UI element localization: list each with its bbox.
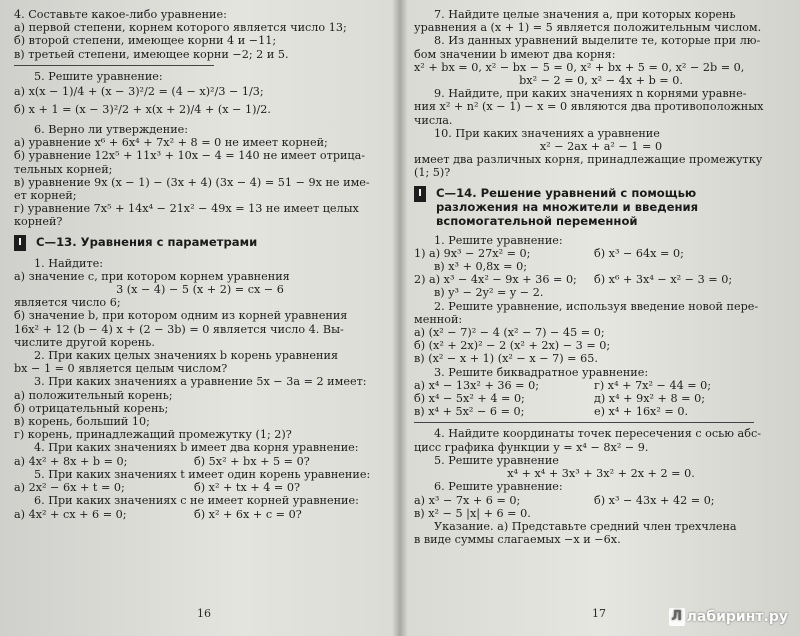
task-heading: 4. При каких значениях b имеет два корня уравнение: <box>34 441 359 455</box>
text-line: ния x² + n² (x − 1) − x = 0 являются два противоположных <box>414 100 764 114</box>
watermark-text: лабиринт.ру <box>686 609 788 625</box>
two-column-row <box>414 507 788 520</box>
text-line: 16x² + 12 (b − 4) x + (2 − 3b) = 0 является число 4. Вы- <box>14 322 344 336</box>
two-column-row <box>414 273 788 286</box>
equation: а) x(x − 1)/4 + (x − 3)²/2 = (4 − x)²/3 − 1/3; <box>14 85 264 99</box>
equation: в) x² − 5 |x| + 6 = 0. <box>414 506 531 520</box>
equation: а) (x² − 7)² − 4 (x² − 7) − 45 = 0; <box>414 326 605 340</box>
section-title-line: вспомогательной переменной <box>436 213 638 228</box>
task-heading: 4. Найдите координаты точек пересечения с осью абс- <box>434 427 762 441</box>
section-title: С—13. Уравнения с параметрами <box>36 234 258 249</box>
text-line: тельных корней; <box>14 162 113 176</box>
equation: в) x³ + 0,8x = 0; <box>434 260 527 274</box>
two-column-row <box>414 494 788 507</box>
hint-text: Указание. а) Представьте средний член трехчлена <box>434 519 737 533</box>
text-line: г) корень, принадлежащий промежутку (1; 2)? <box>14 428 292 442</box>
equation: б) x⁴ − 5x² + 4 = 0; <box>414 392 525 406</box>
equation: x² + bx = 0, x² − bx − 5 = 0, x² + bx + 5 = 0, x² − 2b = 0, <box>414 60 745 74</box>
equation: д) x⁴ + 9x² + 8 = 0; <box>594 392 705 406</box>
two-column-row <box>414 405 788 418</box>
task-heading: 6. Верно ли утверждение: <box>34 123 189 137</box>
task-heading: 1. Решите уравнение: <box>434 233 563 247</box>
equation: б) x + 1 = (x − 3)²/2 + x(x + 2)/4 + (x − 1)/2. <box>14 103 271 117</box>
task-heading: 5. При каких значениях t имеет один корень уравнение: <box>34 467 371 481</box>
text-line: бом значении b имеют два корня: <box>414 47 616 61</box>
text-line: б) второй степени, имеющее корни 4 и −11; <box>14 34 277 48</box>
text-line: корней? <box>14 215 63 229</box>
equation: x⁴ + x⁴ + 3x³ + 3x² + 2x + 2 = 0. <box>507 467 695 481</box>
equation: б) x² + 6x + c = 0? <box>194 507 302 521</box>
text-line: б) уравнение 12x⁵ + 11x³ + 10x − 4 = 140 не имеет отрица- <box>14 149 366 163</box>
equation: г) x⁴ + 7x² − 44 = 0; <box>594 378 712 392</box>
two-column-row <box>14 481 386 494</box>
text-line: б) отрицательный корень; <box>14 401 169 415</box>
equation: в) y³ − 2y² = y − 2. <box>434 286 544 300</box>
equation: 2) а) x³ − 4x² − 9x + 36 = 0; <box>414 273 577 287</box>
equation: б) x³ − 64x = 0; <box>594 246 684 260</box>
equation: е) x⁴ + 16x² = 0. <box>594 405 689 419</box>
watermark <box>669 608 788 626</box>
task-heading: 2. При каких целых значениях b корень уравнения <box>34 349 339 363</box>
text-line: а) значение c, при котором корнем уравнения <box>14 269 290 283</box>
equation: а) 4x² + cx + 6 = 0; <box>14 507 127 521</box>
watermark-logo-icon: Л <box>669 608 685 626</box>
section-header <box>414 186 788 228</box>
equation: а) 4x² + 8x + b = 0; <box>14 454 128 468</box>
task-heading: 8. Из данных уравнений выделите те, которые при лю- <box>434 34 761 48</box>
two-column-row <box>414 379 788 392</box>
two-column-row <box>414 286 788 299</box>
task-heading: 6. Решите уравнение: <box>434 480 563 494</box>
task-heading: 3. Решите биквадратное уравнение: <box>434 365 649 379</box>
two-column-row <box>14 455 386 468</box>
text-line: а) положительный корень; <box>14 388 173 402</box>
text-line: б) значение b, при котором одним из корней уравнения <box>14 309 348 323</box>
equation: а) x⁴ − 13x² + 36 = 0; <box>414 378 539 392</box>
text-line: числа. <box>414 113 453 127</box>
text-line: ет корней; <box>14 189 77 203</box>
equation: б) (x² + 2x)² − 2 (x² + 2x) − 3 = 0; <box>414 339 611 353</box>
text-line: в) уравнение 9x (x − 1) − (3x + 4) (3x − 4) = 51 − 9x не име- <box>14 175 370 189</box>
text-line: является число 6; <box>14 296 121 310</box>
equation: б) x² + tx + 4 = 0? <box>194 481 300 495</box>
text-line: г) уравнение 7x⁵ + 14x⁴ − 21x² − 49x = 13 не имеет целых <box>14 202 359 216</box>
task-heading: 3. При каких значениях a уравнение 5x − 3a = 2 имеет: <box>34 375 367 389</box>
section-title <box>436 186 698 228</box>
section-mark: I <box>14 235 26 251</box>
text-line: (1; 5)? <box>414 166 451 180</box>
equation: б) x⁶ + 3x⁴ − x² − 3 = 0; <box>594 273 733 287</box>
two-column-row <box>414 392 788 405</box>
task-heading: 1. Найдите: <box>34 256 104 270</box>
right-page <box>404 0 800 636</box>
task-heading: 5. Решите уравнение <box>434 453 559 467</box>
text-line: цисс графика функции y = x⁴ − 8x² − 9. <box>414 440 649 454</box>
text-line: а) уравнение x⁶ + 6x⁴ + 7x² + 8 = 0 не имеет корней; <box>14 136 328 150</box>
task-heading: 9. Найдите, при каких значениях n корнями уравне- <box>434 87 747 101</box>
text-line: в) корень, больший 10; <box>14 415 150 429</box>
section-title-line: С—14. Решение уравнений с помощью <box>436 185 697 200</box>
text-line: а) первой степени, корнем которого является число 13; <box>14 21 347 35</box>
section-mark: I <box>414 186 426 202</box>
equation: 3 (x − 4) − 5 (x + 2) = cx − 6 <box>116 283 284 297</box>
hint-text: в виде суммы слагаемых −x и −6x. <box>414 533 621 547</box>
page-number: 17 <box>592 607 606 620</box>
task-heading: 7. Найдите целые значения a, при которых корень <box>434 8 736 21</box>
two-column-row <box>414 260 788 273</box>
two-column-row <box>414 247 788 260</box>
equation: в) (x² − x + 1) (x² − x − 7) = 65. <box>414 352 598 366</box>
equation: 1) а) 9x³ − 27x² = 0; <box>414 246 531 260</box>
equation: б) 5x² + bx + 5 = 0? <box>194 454 310 468</box>
text-line: числите другой корень. <box>14 335 155 349</box>
text-line: 4. Составьте какое-либо уравнение: <box>14 8 227 21</box>
left-page-content <box>14 8 386 521</box>
text-line: имеет два различных корня, принадлежащие промежутку <box>414 153 763 167</box>
equation: x² − 2ax + a² − 1 = 0 <box>539 140 663 154</box>
equation: в) x⁴ + 5x² − 6 = 0; <box>414 405 525 419</box>
task-heading: 10. При каких значениях a уравнение <box>434 126 660 140</box>
section-title-line: разложения на множители и введения <box>436 199 699 214</box>
page-number: 16 <box>197 607 211 620</box>
divider <box>414 422 754 423</box>
text-line: уравнения a (x + 1) = 5 является положительным числом. <box>414 21 762 35</box>
text-line: менной: <box>414 312 463 326</box>
task-heading: 2. Решите уравнение, используя введение новой пере- <box>434 299 759 313</box>
equation: б) x³ − 43x + 42 = 0; <box>594 493 715 507</box>
task-heading: 6. При каких значениях c не имеет корней уравнение: <box>34 494 359 508</box>
text-line: в) третьей степени, имеющее корни −2; 2 и 5. <box>14 47 289 61</box>
two-column-row <box>14 508 386 521</box>
divider <box>14 65 214 66</box>
task-heading: 5. Решите уравнение: <box>34 69 163 83</box>
equation: а) 2x² − 6x + t = 0; <box>14 481 125 495</box>
right-page-content <box>414 8 788 546</box>
equation: bx² − 2 = 0, x² − 4x + b = 0. <box>519 74 683 88</box>
section-header <box>14 235 386 251</box>
equation: а) x³ − 7x + 6 = 0; <box>414 493 521 507</box>
text-line: bx − 1 = 0 является целым числом? <box>14 362 228 376</box>
